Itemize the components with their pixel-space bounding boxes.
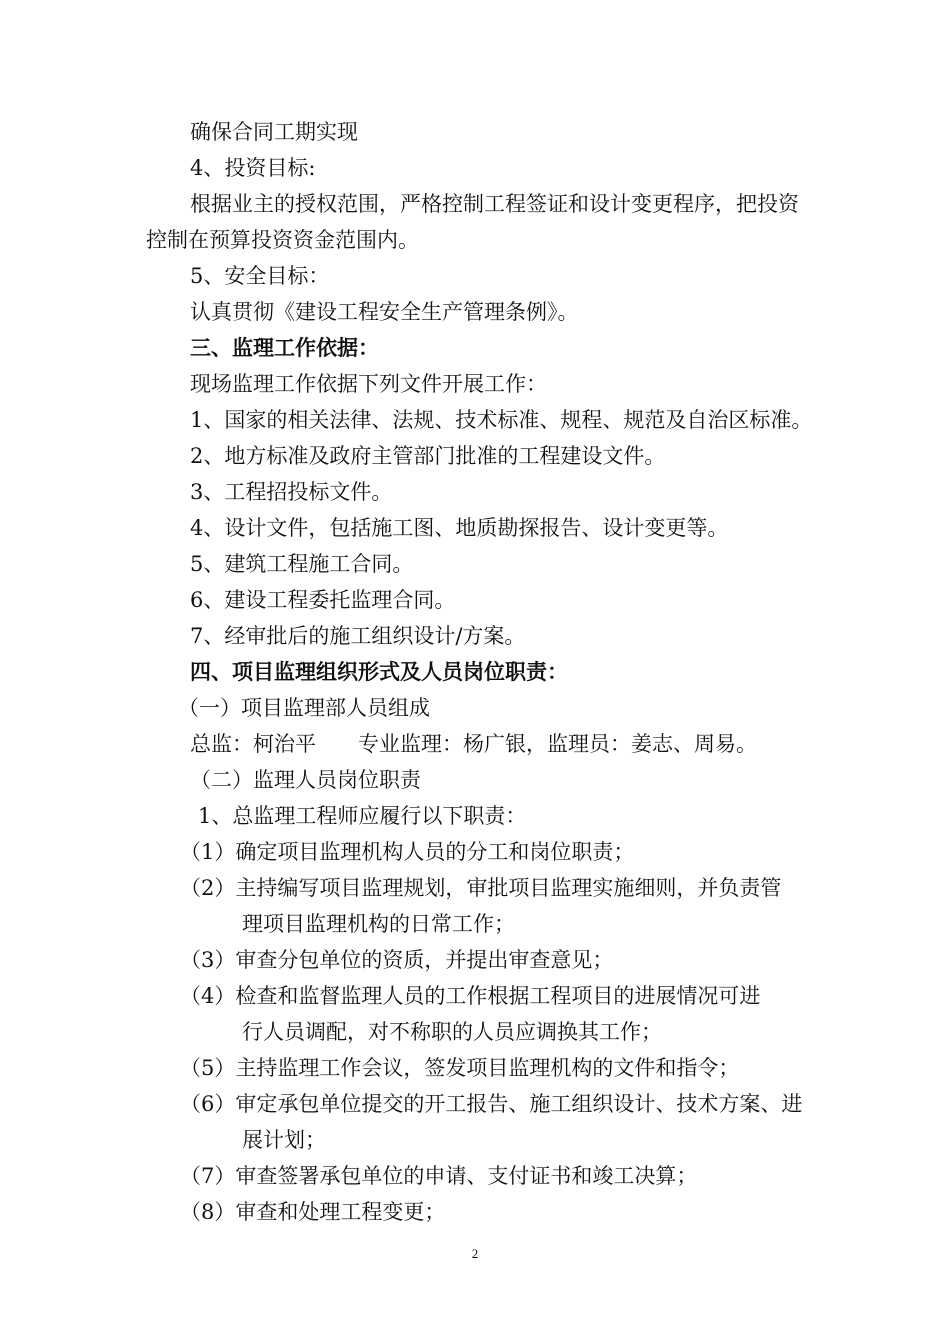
list-item-continued: 展计划； (242, 1128, 326, 1152)
list-item: （3）审查分包单位的资质，并提出审查意见； (180, 948, 614, 972)
list-item: （7）审查签署承包单位的申请、支付证书和竣工决算； (180, 1164, 698, 1188)
text-line: 4、投资目标: (190, 156, 316, 180)
list-item: （5）主持监理工作会议，签发项目监理机构的文件和指令； (180, 1056, 740, 1080)
text-line: 控制在预算投资资金范围内。 (146, 228, 419, 252)
page-number: 2 (471, 1246, 479, 1261)
text-line: 根据业主的授权范围，严格控制工程签证和设计变更程序，把投资 (190, 192, 799, 216)
subsection-heading: （二）监理人员岗位职责 (190, 768, 421, 792)
text-line: 1、总监理工程师应履行以下职责： (198, 804, 527, 828)
list-item: （4）检查和监督监理人员的工作根据工程项目的进展情况可进 (180, 984, 761, 1008)
subsection-heading: （一）项目监理部人员组成 (178, 696, 430, 720)
text-line: 确保合同工期实现 (190, 120, 358, 144)
list-item: （1）确定项目监理机构人员的分工和岗位职责； (180, 840, 635, 864)
list-item: （2）主持编写项目监理规划，审批项目监理实施细则，并负责管 (180, 876, 782, 900)
text-line: 5、安全目标： (190, 264, 330, 288)
list-item: （8）审查和处理工程变更； (180, 1200, 446, 1224)
text-line: 现场监理工作依据下列文件开展工作： (190, 372, 547, 396)
list-item-continued: 行人员调配，对不称职的人员应调换其工作； (242, 1020, 662, 1044)
list-item: 7、经审批后的施工组织设计/方案。 (190, 624, 526, 648)
list-item: 6、建设工程委托监理合同。 (190, 588, 456, 612)
list-item: 2、地方标准及政府主管部门批准的工程建设文件。 (190, 444, 666, 468)
section-heading: 三、监理工作依据： (190, 336, 379, 360)
list-item: 5、建筑工程施工合同。 (190, 552, 414, 576)
list-item: 3、工程招投标文件。 (190, 480, 393, 504)
list-item: 4、设计文件，包括施工图、地质勘探报告、设计变更等。 (190, 516, 729, 540)
text-line: 总监：柯治平 专业监理：杨广银，监理员：姜志、周易。 (190, 732, 757, 756)
list-item: 1、国家的相关法律、法规、技术标准、规程、规范及自治区标准。 (190, 408, 813, 432)
list-item-continued: 理项目监理机构的日常工作； (242, 912, 515, 936)
section-heading: 四、项目监理组织形式及人员岗位职责： (190, 660, 568, 684)
list-item: （6）审定承包单位提交的开工报告、施工组织设计、技术方案、进 (180, 1092, 803, 1116)
text-line: 认真贯彻《建设工程安全生产管理条例》。 (190, 300, 579, 324)
